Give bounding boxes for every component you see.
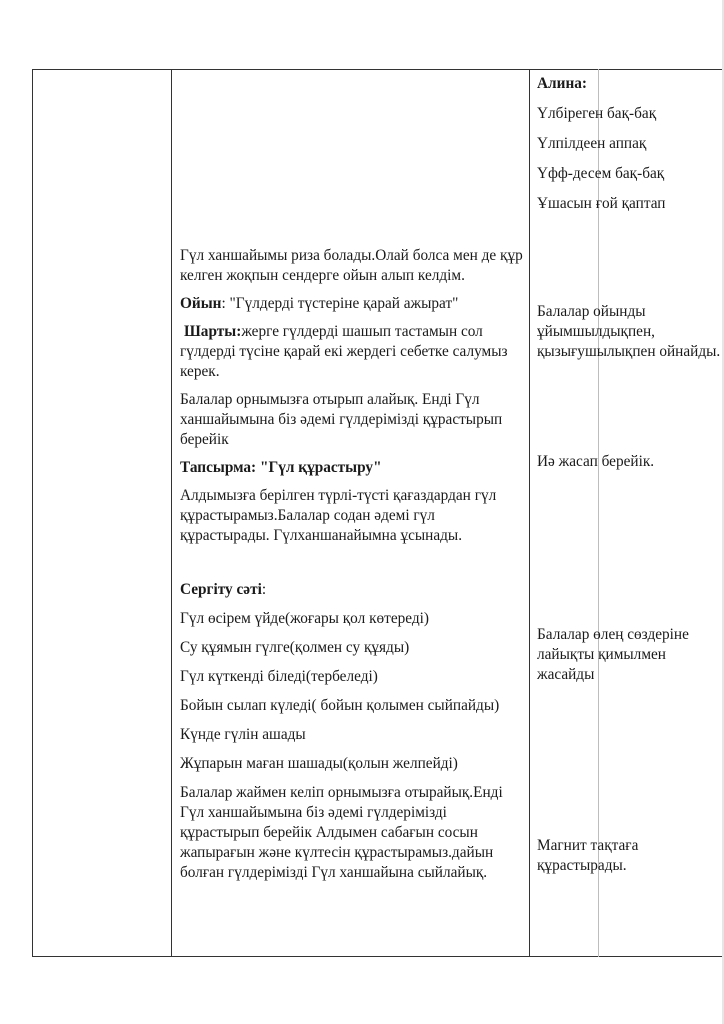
children-response-1: Балалар ойынды ұйымшылдықпен, қызығушылықпен ойнайды. (537, 303, 721, 360)
speaker-name: Алина: (537, 75, 587, 92)
poem-line: Ұшасын ғой қаптап (537, 195, 666, 212)
children-response-4: Магнит тақтаға құрастырады. (537, 837, 639, 874)
sit-paragraph: Балалар орнымызға отырып алайық. Енді Гүл ханшайымына біз әдемі гүлдерімізді құрастырып берейік (180, 391, 503, 448)
table-top-border (32, 69, 724, 70)
children-response-2: Иә жасап берейік. (537, 453, 655, 470)
column-divider-2 (529, 69, 530, 957)
break-line: Су құямын гүлге(қолмен су құяды) (180, 639, 410, 656)
poem-line: Үлпілдеен аппақ (537, 135, 647, 152)
poem-line: Үлбіреген бақ-бақ (537, 105, 657, 122)
break-line: Жұпарын маған шашады(қолын желпейді) (180, 755, 458, 772)
game-line (180, 294, 526, 314)
break-line: Күнде гүлін ашады (180, 726, 306, 743)
table-bottom-border (32, 956, 724, 957)
break-line: Гүл күткенді біледі(тербеледі) (180, 668, 378, 685)
break-label: Сергіту сәті (180, 581, 262, 598)
game-label: Ойын (180, 295, 222, 312)
rule-paragraph (180, 322, 526, 382)
children-response-3: Балалар өлең сөздеріне лайықты қимылмен жасайды (537, 626, 689, 683)
break-colon: : (261, 581, 267, 598)
task-paragraph: Алдымызға берілген түрлі-түсті қағаздардан гүл құрастырамыз.Балалар содан әдемі гүл құрастырады. Гүлханшанайымна ұсынады. (180, 487, 497, 544)
game-text: : "Гүлдерді түстеріне қарай ажырат" (221, 295, 459, 312)
middle-column-content (180, 246, 526, 883)
final-paragraph: Балалар жаймен келіп орнымызға отырайық.Енді Гүл ханшайымына біз әдемі гүлдерімізді құрастырып берейік Алдымен сабағын сосын жапырағын және күлтесін құрастырамыз.дайын болған гүлдерімізді Гүл ханшайына сыйлайық. (180, 784, 503, 881)
column-divider-1 (171, 69, 172, 957)
right-column-content (537, 74, 722, 214)
poem-line: Үфф-десем бақ-бақ (537, 165, 665, 182)
break-line: Бойын сылап күледі( бойын қолымен сыйпайды) (180, 697, 500, 714)
intro-paragraph: Гүл ханшайымы риза болады.Олай болса мен де құр келген жоқпын сендерге ойын алып келдім. (180, 247, 523, 284)
break-line: Гүл өсірем үйде(жоғары қол көтереді) (180, 610, 429, 627)
table-left-border (32, 69, 33, 957)
rule-label: Шарты: (184, 323, 242, 340)
break-heading (180, 580, 526, 600)
task-title: Тапсырма: "Гүл құрастыру" (180, 459, 382, 476)
rule-text: жерге гүлдерді шашып тастамын сол гүлдерді түсіне қарай екі жердегі себетке салумыз керек. (180, 323, 508, 380)
